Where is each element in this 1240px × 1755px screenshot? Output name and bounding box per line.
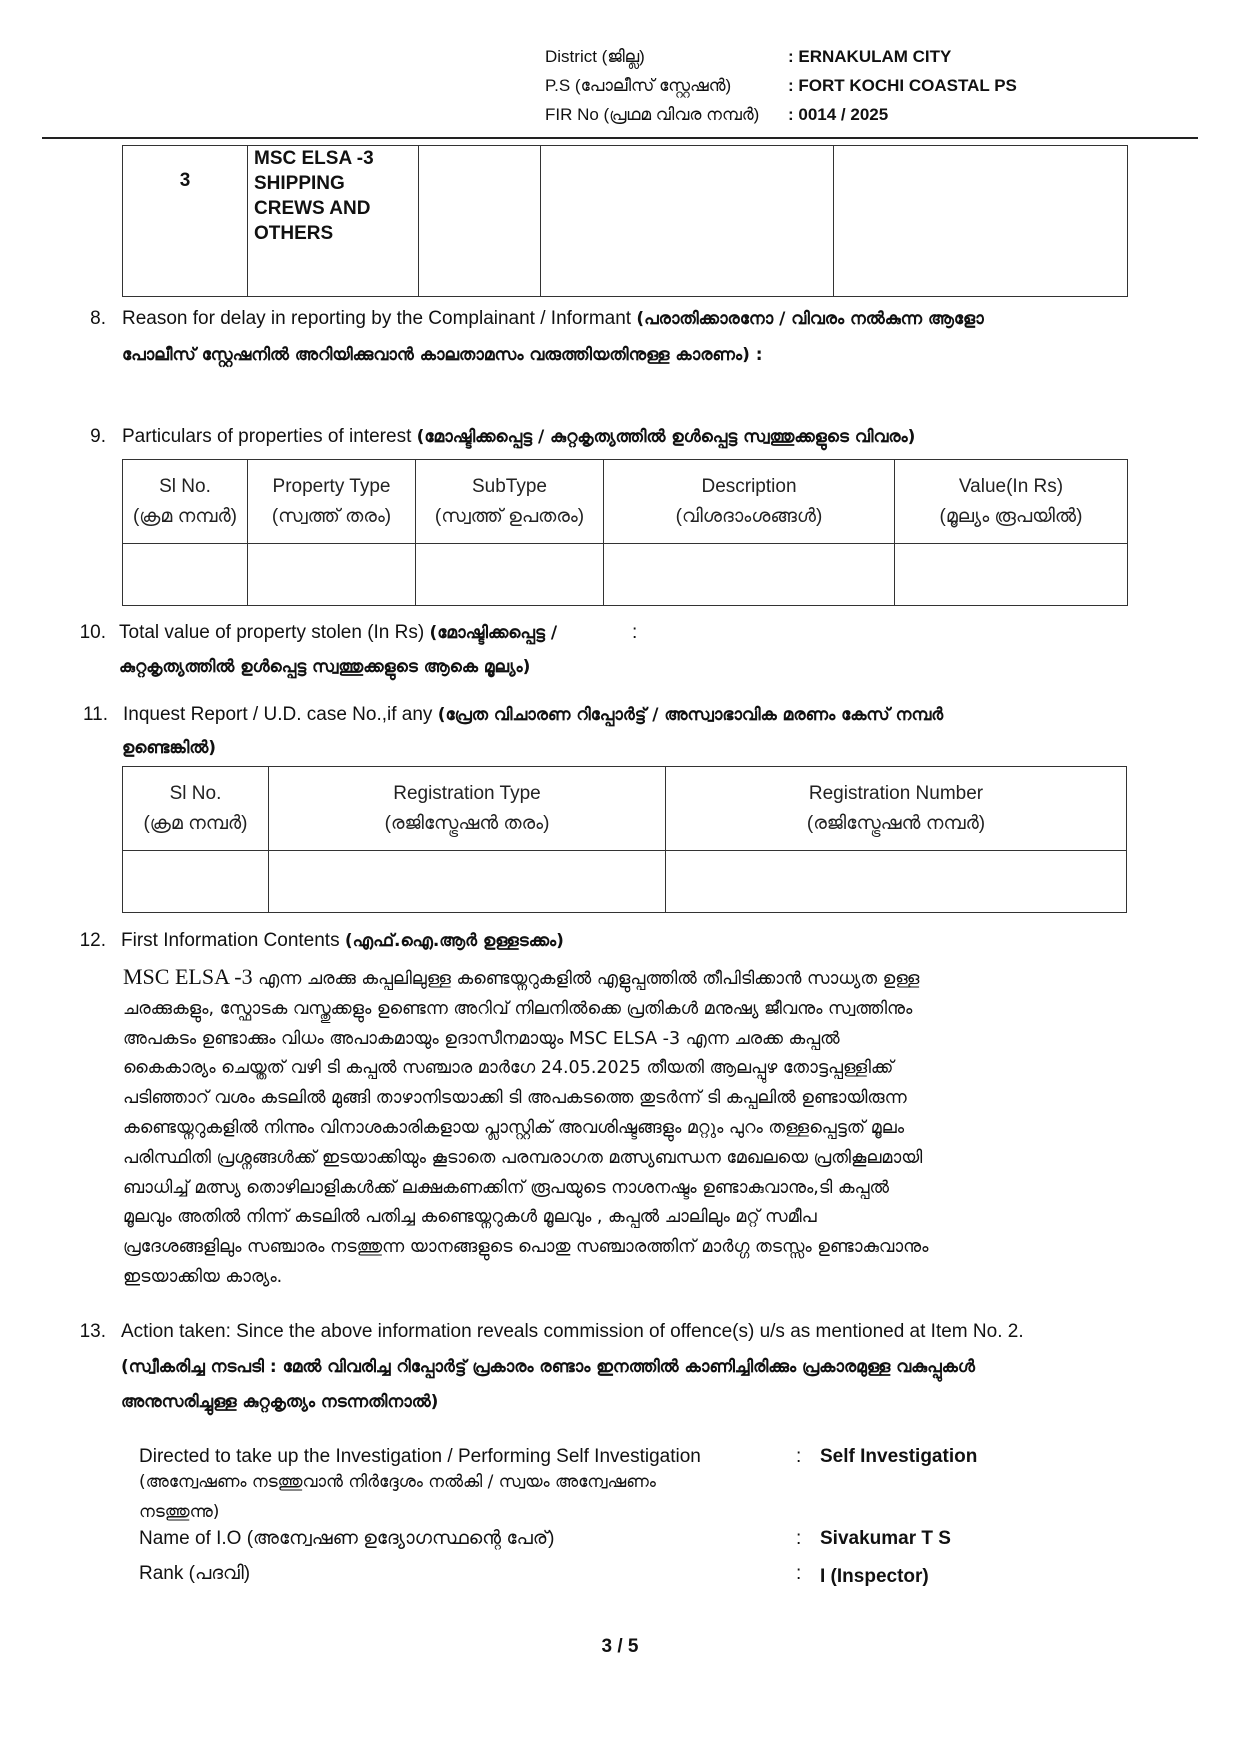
- io-name-value: Sivakumar T S: [820, 1528, 951, 1549]
- directed-row-ml-2: നടത്തുന്നു): [139, 1502, 220, 1522]
- table-cell: [834, 146, 1128, 297]
- col-header-value: Value(In Rs) (മൂല്യം രൂപയിൽ): [895, 460, 1128, 544]
- section-13-title: Action taken: Since the above information reveals commission of offence(s) u/s as mentioned at Item No. 2.: [121, 1321, 1024, 1342]
- fir-label: FIR No (പ്രഥമ വിവര നമ്പർ): [545, 105, 760, 124]
- section-8-title: Reason for delay in reporting by the Complainant / Informant: [122, 308, 632, 329]
- section-12-title: First Information Contents: [121, 930, 340, 951]
- col-header-subtype: SubType (സ്വത്ത് ഉപതരം): [416, 460, 604, 544]
- table-row: [123, 146, 1128, 297]
- col-header-sl: Sl No. (ക്രമ നമ്പർ): [123, 767, 269, 851]
- fir-contents-line: കണ്ടെയ്നറുകളിൽ നിന്നും വിനാശകാരികളായ പ്ലാസ്റ്റിക് അവശിഷ്ടങ്ങളും മറ്റും പുറം തള്ളപ്പെട്ടത് മൂലം: [123, 1117, 905, 1138]
- rank-colon: :: [796, 1563, 802, 1584]
- fir-contents-line: പരിസ്ഥിതി പ്രശ്നങ്ങൾക്ക് ഇടയാക്കിയും കൂടാതെ പരമ്പരാഗത മത്സ്യബന്ധന മേഖലയെ പ്രതികൂലമായി: [123, 1147, 923, 1168]
- col-header-registration-type: Registration Type (രജിസ്ട്രേഷൻ തരം): [269, 767, 666, 851]
- table-header-row: [123, 767, 1127, 851]
- io-name-label: Name of I.O (അന്വേഷണ ഉദ്യോഗസ്ഥന്റെ പേര്): [139, 1528, 555, 1549]
- fir-contents-line: ചരക്കുകളും, സ്ഫോടക വസ്തുക്കളും ഉണ്ടെന്ന അറിവ് നിലനിൽക്കെ പ്രതികൾ മനുഷ്യ ജീവനും സ്വത്തിനും: [123, 998, 913, 1019]
- table-cell: [666, 851, 1127, 913]
- table-cell: [123, 544, 248, 606]
- district-label: District (ജില്ല): [545, 47, 645, 66]
- section-number: 11.: [82, 704, 108, 725]
- io-name-colon: :: [796, 1528, 802, 1549]
- section-10-colon: :: [632, 622, 638, 643]
- section-number: 13.: [79, 1321, 106, 1342]
- section-number: 12.: [79, 930, 106, 951]
- section-11-line2: ഉണ്ടെങ്കിൽ): [122, 738, 217, 758]
- section-10-line2: കുറ്റകൃത്യത്തിൽ ഉൾപ്പെട്ട സ്വത്തുക്കളുടെ ആകെ മൂല്യം): [119, 657, 531, 677]
- table-row: [123, 544, 1128, 606]
- ps-value: : FORT KOCHI COASTAL PS: [788, 76, 1017, 95]
- col-header-property-type: Property Type (സ്വത്ത് തരം): [248, 460, 416, 544]
- fir-contents-line: ഇടയാക്കിയ കാര്യം.: [123, 1266, 283, 1287]
- directed-value: Self Investigation: [820, 1446, 978, 1467]
- header-divider: [42, 137, 1198, 139]
- rank-value: I (Inspector): [820, 1566, 929, 1587]
- col-header-description: Description (വിശദാംശങ്ങൾ): [604, 460, 895, 544]
- property-table: [122, 459, 1128, 606]
- section-13-line3: അനുസരിച്ചുള്ള കുറ്റകൃത്യം നടന്നതിനാൽ): [121, 1392, 439, 1412]
- fir-contents-line: പ്രദേശങ്ങളിലും സഞ്ചാരം നടത്തുന്ന യാനങ്ങളുടെ പൊതു സഞ്ചാരത്തിന് മാർഗ്ഗ തടസ്സം ഉണ്ടാകുവാനും: [123, 1237, 929, 1258]
- ps-label: P.S (പോലീസ് സ്റ്റേഷൻ): [545, 76, 732, 95]
- section-number: 9.: [90, 426, 106, 447]
- fir-contents: [123, 962, 1123, 1293]
- accused-sl: 3: [123, 146, 248, 297]
- table-cell: [416, 544, 604, 606]
- fir-contents-lead: MSC ELSA -3: [123, 964, 253, 989]
- col-header-registration-number: Registration Number (രജിസ്ട്രേഷൻ നമ്പർ): [666, 767, 1127, 851]
- accused-table: [122, 145, 1128, 297]
- directed-row-ml: (അന്വേഷണം നടത്തുവാൻ നിർദ്ദേശം നൽകി / സ്വയം അന്വേഷണം: [139, 1472, 656, 1492]
- fir-contents-line: ബാധിച്ച് മത്സ്യ തൊഴിലാളികൾക്ക് ലക്ഷകണക്കിന് രൂപയുടെ നാശനഷ്ടം ഉണ്ടാകുവാനും,ടി കപ്പൽ: [123, 1177, 889, 1198]
- directed-colon: :: [796, 1446, 802, 1467]
- table-row: [123, 851, 1127, 913]
- section-10-title: Total value of property stolen (In Rs): [119, 622, 425, 643]
- fir-contents-line: പടിഞ്ഞാറ് വശം കടലിൽ മുങ്ങി താഴാനിടയാക്കി ടി അപകടത്തെ തുടർന്ന് ടി കപ്പലിൽ ഉണ്ടായിരുന്ന: [123, 1088, 907, 1109]
- section-11-title-ml: (പ്രേത വിചാരണ റിപ്പോർട്ട് / അസ്വാഭാവിക മരണം കേസ് നമ്പർ: [437, 705, 944, 725]
- fir-contents-line: കൈകാര്യം ചെയ്തത് വഴി ടി കപ്പൽ സഞ്ചാര മാർഗേ 24.05.2025 തീയതി ആലപ്പുഴ തോട്ടപ്പള്ളിക്ക്: [123, 1058, 894, 1079]
- table-cell: [895, 544, 1128, 606]
- table-cell: [269, 851, 666, 913]
- district-value: : ERNAKULAM CITY: [788, 47, 952, 66]
- section-9-title: Particulars of properties of interest: [122, 426, 412, 447]
- table-cell: [248, 544, 416, 606]
- rank-label: Rank (പദവി): [139, 1563, 251, 1584]
- fir-contents-line: MSC ELSA -3 എന്ന ചരക്കു കപ്പലിലുള്ള കണ്ടെയ്നറുകളിൽ എളുപ്പത്തിൽ തീപിടിക്കാൻ സാധ്യത ഉള്ള: [123, 964, 920, 989]
- table-cell: [419, 146, 541, 297]
- section-12-title-ml: (എഫ്.ഐ.ആർ ഉള്ളടക്കം): [344, 931, 564, 951]
- section-13-line2: (സ്വീകരിച്ച നടപടി : മേൽ വിവരിച്ച റിപ്പോർട്ട് പ്രകാരം രണ്ടാം ഇനത്തിൽ കാണിച്ചിരിക്കും പ്രകാരമുള്ള വകുപ്പുകൾ: [121, 1357, 975, 1377]
- section-11-title: Inquest Report / U.D. case No.,if any: [123, 704, 433, 725]
- section-8-title-ml: (പരാതിക്കാരനോ / വിവരം നൽകുന്ന ആളോ: [636, 309, 984, 329]
- table-header-row: [123, 460, 1128, 544]
- section-10-title-ml: (മോഷ്ടിക്കപ്പെട്ട /: [429, 623, 558, 643]
- section-number: 10.: [79, 622, 106, 643]
- table-cell: [123, 851, 269, 913]
- directed-label: Directed to take up the Investigation / Performing Self Investigation: [139, 1446, 701, 1467]
- section-number: 8.: [90, 308, 106, 329]
- accused-name: MSC ELSA -3 SHIPPING CREWS AND OTHERS: [248, 146, 419, 297]
- table-cell: [541, 146, 834, 297]
- fir-contents-line: അപകടം ഉണ്ടാക്കും വിധം അപാകമായും ഉദാസീനമായും MSC ELSA -3 എന്ന ചരക്ക കപ്പൽ: [123, 1028, 840, 1049]
- page-number: 3 / 5: [601, 1636, 639, 1657]
- fir-value: : 0014 / 2025: [788, 105, 889, 124]
- inquest-table: [122, 766, 1127, 913]
- section-8-line2: പോലീസ് സ്റ്റേഷനിൽ അറിയിക്കുവാൻ കാലതാമസം വരുത്തിയതിനുള്ള കാരണം) :: [122, 345, 763, 365]
- section-9-title-ml: (മോഷ്ടിക്കപ്പെട്ട / കുറ്റകൃത്യത്തിൽ ഉൾപ്പെട്ട സ്വത്തുക്കളുടെ വിവരം): [416, 427, 916, 447]
- table-cell: [604, 544, 895, 606]
- fir-contents-line: മൂലവും അതിൽ നിന്ന് കടലിൽ പതിച്ച കണ്ടെയ്നറുകൾ മൂലവും , കപ്പൽ ചാലിലും മറ്റ് സമീപ: [123, 1207, 817, 1228]
- col-header-sl: Sl No. (ക്രമ നമ്പർ): [123, 460, 248, 544]
